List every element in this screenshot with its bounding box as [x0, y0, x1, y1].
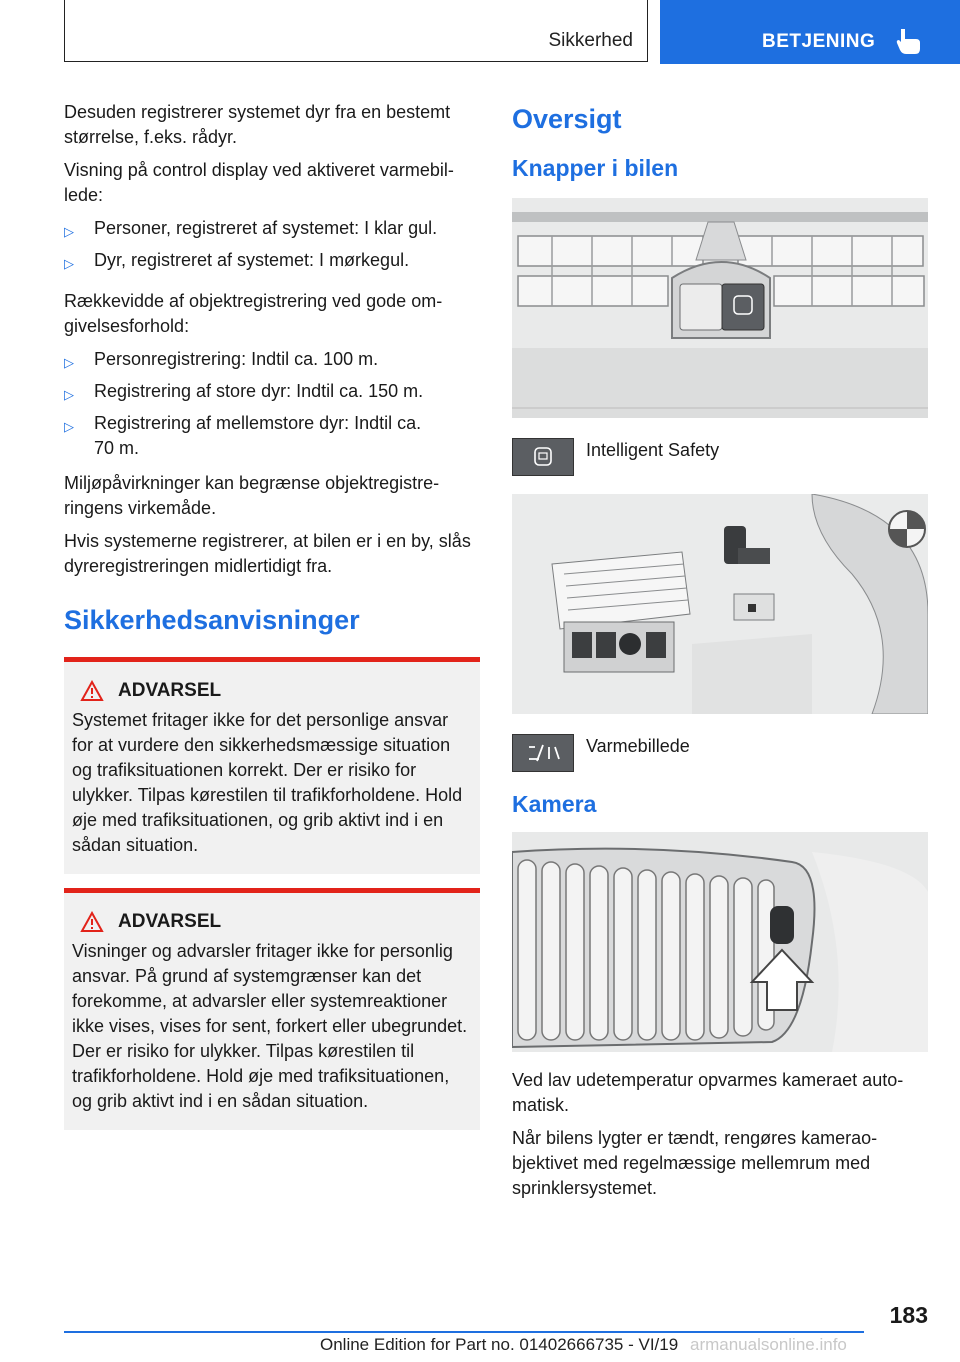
- intelligent-safety-button-icon: [512, 438, 574, 476]
- header-section-box: [64, 0, 648, 62]
- heading-camera: Kamera: [512, 791, 597, 817]
- photo-grille-camera: [512, 832, 928, 1052]
- warning-triangle-icon: [80, 680, 104, 702]
- button-legend-row: [512, 734, 928, 772]
- paragraph: Hvis systemerne registrerer, at bilen er i en by, slås dyreregistreringen midlertidigt fra.: [64, 531, 471, 576]
- left-column: [64, 100, 480, 1144]
- list-item: ▷ Registrering af mellemstore dyr: Indtil ca. 70 m.: [64, 413, 422, 458]
- button-legend-row: [512, 438, 928, 476]
- header-chapter-tab[interactable]: [660, 0, 960, 64]
- paragraph: Når bilens lygter er tændt, rengøres kameraobjektivet med regelmæssige mellemrum med sprinklersystemet.: [512, 1128, 878, 1198]
- footer-rule: [64, 1331, 864, 1333]
- triangle-bullet-icon: ▷: [64, 387, 74, 402]
- warning-triangle-icon: [80, 911, 104, 933]
- thermal-image-button-icon: [512, 734, 574, 772]
- triangle-bullet-icon: ▷: [64, 224, 74, 239]
- list-item: ▷ Registrering af store dyr: Indtil ca. 150 m.: [64, 379, 480, 404]
- heading-overview: Oversigt: [512, 104, 622, 134]
- bullet-list: [64, 347, 480, 461]
- warning-box: [64, 657, 480, 874]
- heading-safety: Sikkerhedsanvisninger: [64, 605, 360, 635]
- edition-note: Online Edition for Part no. 01402666735 - VI/19: [320, 1335, 679, 1354]
- triangle-bullet-icon: ▷: [64, 256, 74, 271]
- button-label: Varmebillede: [586, 736, 690, 756]
- page-number: 183: [889, 1302, 928, 1328]
- paragraph: Rækkevidde af objektregistrering ved gode omgivelsesforhold:: [64, 291, 443, 336]
- list-item: ▷ Personregistrering: Indtil ca. 100 m.: [64, 347, 480, 372]
- paragraph: Visning på control display ved aktiveret varmebillede:: [64, 160, 454, 205]
- right-column: [512, 100, 928, 1209]
- triangle-bullet-icon: ▷: [64, 419, 74, 434]
- button-label: Intelligent Safety: [586, 440, 720, 460]
- warning-title: ADVARSEL: [118, 680, 222, 701]
- header-section-title: Sikkerhed: [548, 30, 633, 51]
- warning-text: Visninger og advarsler fritager ikke for personlig ansvar. På grund af systemgrænser kan det forekomme, at advarsler eller systemreaktioner ikke vises, vises for sent, forkert eller ubegrundet. Der er risiko for ulykker. Tilpas kørestilen til trafikforholdene. Hold øje med trafiksituationen, og grib aktivt ind i en sådan situation.: [72, 941, 468, 1111]
- paragraph: Ved lav udetemperatur opvarmes kameraet automatisk.: [512, 1070, 904, 1115]
- list-item: ▷ Dyr, registreret af systemet: I mørkegul.: [64, 248, 480, 273]
- warning-text: Systemet fritager ikke for det personlige ansvar for at vurdere den sikkerhedsmæssige situation og trafiksituationen korrekt. Der er risiko for ulykker. Tilpas kørestilen til trafikforholdene. Hold øje med trafiksituationen, og grib aktivt ind i en sådan situation.: [72, 710, 463, 855]
- watermark-text: armanualsonline.info: [690, 1335, 847, 1354]
- photo-steering-area: [512, 494, 928, 714]
- header-chapter-title: BETJENING: [762, 31, 876, 52]
- list-item: ▷ Personer, registreret af systemet: I klar gul.: [64, 216, 480, 241]
- paragraph: Miljøpåvirkninger kan begrænse objektregistreringens virkemåde.: [64, 473, 440, 518]
- heading-buttons: Knapper i bilen: [512, 155, 679, 181]
- photo-dashboard-button: [512, 198, 928, 418]
- paragraph: Desuden registrerer systemet dyr fra en bestemt størrelse, f.eks. rådyr.: [64, 102, 451, 147]
- warning-box: [64, 888, 480, 1130]
- bullet-list: [64, 216, 480, 273]
- warning-title: ADVARSEL: [118, 911, 222, 932]
- hand-pointer-icon: [896, 27, 922, 55]
- triangle-bullet-icon: ▷: [64, 355, 74, 370]
